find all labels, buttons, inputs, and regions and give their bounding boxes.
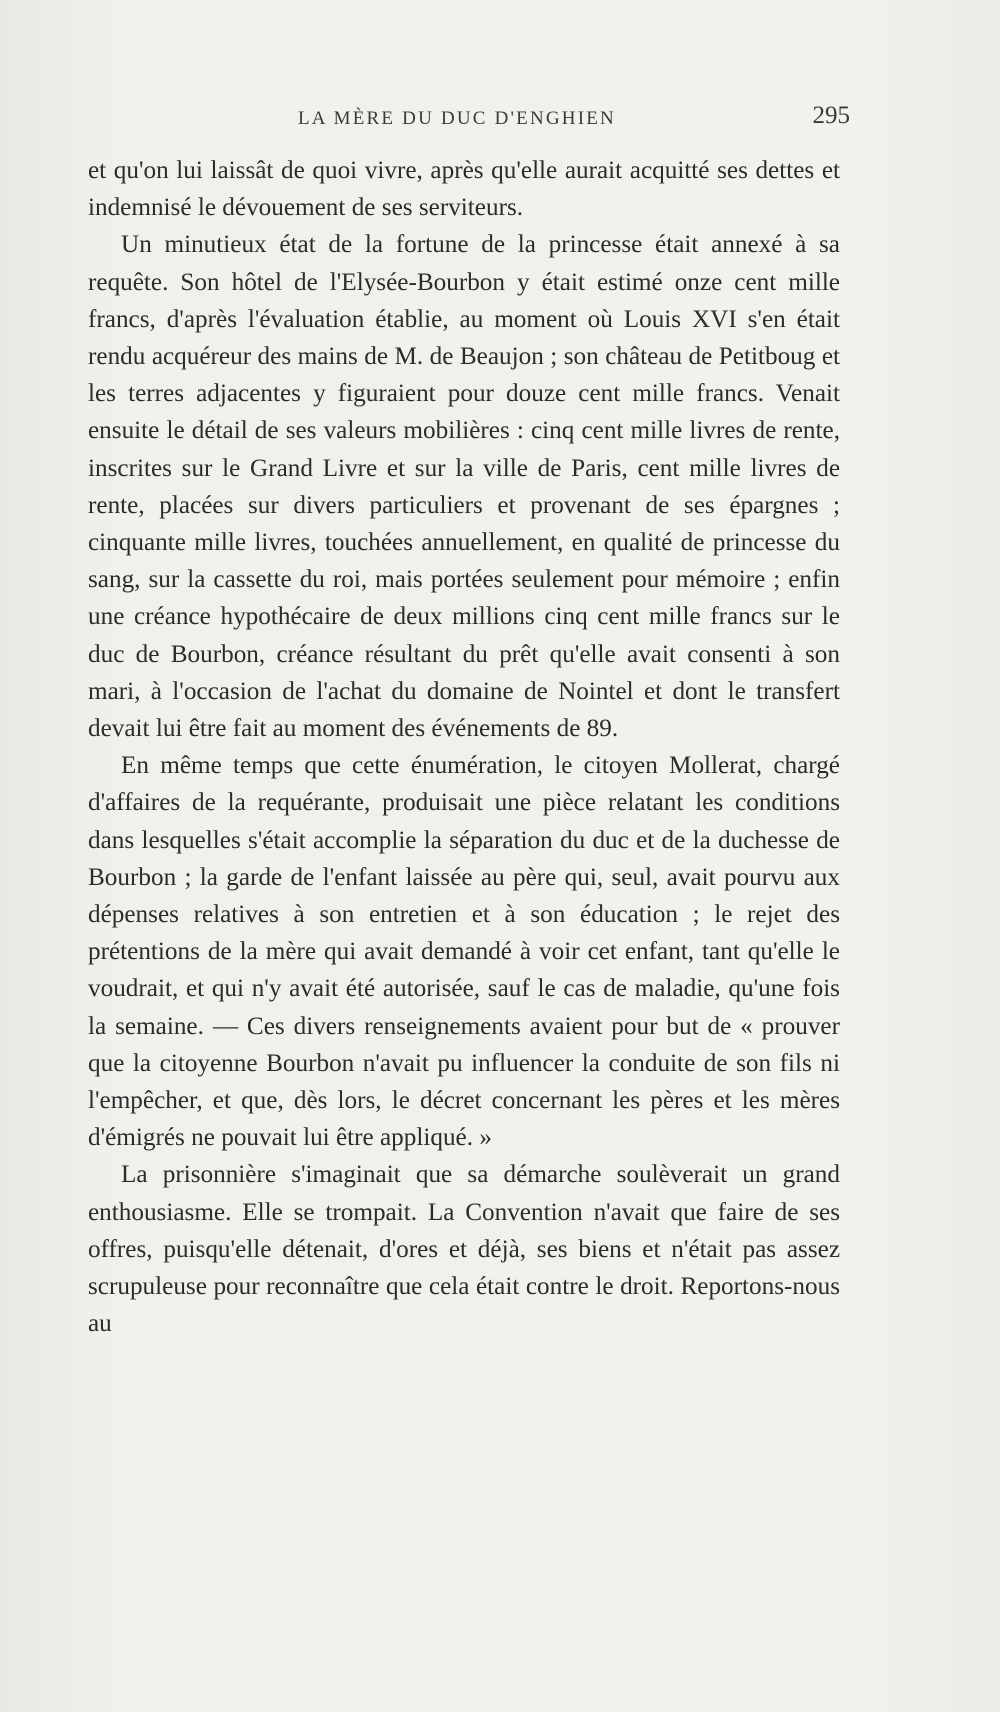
running-head xyxy=(88,98,850,138)
paragraph-convention-response: La prisonnière s'imaginait que sa démarche soulèverait un grand enthousiasme. Elle se trompait. La Convention n'avait que faire de ses offres, puisqu'elle détenait, d'ores et déjà, ses biens et n'était pas assez scrupuleuse pour reconnaître que cela était contre le droit. Reportons-nous au xyxy=(88,1161,840,1338)
page-number: 295 xyxy=(812,102,850,129)
paragraph-continuation: et qu'on lui laissât de quoi vivre, après qu'elle aurait acquitté ses dettes et indemnisé le dévouement de ses serviteurs. xyxy=(88,157,840,222)
paragraph-fortune-inventory: Un minutieux état de la fortune de la princesse était annexé à sa requête. Son hôtel de l'Elysée-Bourbon y était estimé onze cent mille francs, d'après l'évaluation établie, au moment où Louis XVI s'en était rendu acquéreur des mains de M. de Beaujon ; son château de Petitboug et les terres adjacentes y figuraient pour douze cent mille francs. Venait ensuite le détail de ses valeurs mobilières : cinq cent mille livres de rente, inscrites sur le Grand Livre et sur la ville de Paris, cent mille livres de rente, placées sur divers particuliers et provenant de ses épargnes ; cinquante mille livres, touchées annuellement, en qualité de princesse du sang, sur la cassette du roi, mais portées seulement pour mémoire ; enfin une créance hypothécaire de deux millions cinq cent mille francs sur le duc de Bourbon, créance résultant du prêt qu'elle avait consenti à son mari, à l'occasion de l'achat du domaine de Nointel et dont le transfert devait lui être fait au moment des événements de 89. xyxy=(88,231,840,743)
body-text xyxy=(88,152,840,1343)
running-title: LA MÈRE DU DUC D'ENGHIEN xyxy=(298,108,616,129)
paragraph-mollerat-document: En même temps que cette énumération, le citoyen Mollerat, chargé d'affaires de la requérante, produisait une pièce relatant les conditions dans lesquelles s'était accomplie la séparation du duc et de la duchesse de Bourbon ; la garde de l'enfant laissée au père qui, seul, avait pourvu aux dépenses relatives à son entretien et à son éducation ; le rejet des prétentions de la mère qui avait demandé à voir cet enfant, tant qu'elle le voudrait, et qui n'y avait été autorisée, sauf le cas de maladie, qu'une fois la semaine. — Ces divers renseignements avaient pour but de « prouver que la citoyenne Bourbon n'avait pu influencer la conduite de son fils ni l'empêcher, et que, dès lors, le décret concernant les pères et les mères d'émigrés ne pouvait lui être appliqué. » xyxy=(88,752,840,1152)
